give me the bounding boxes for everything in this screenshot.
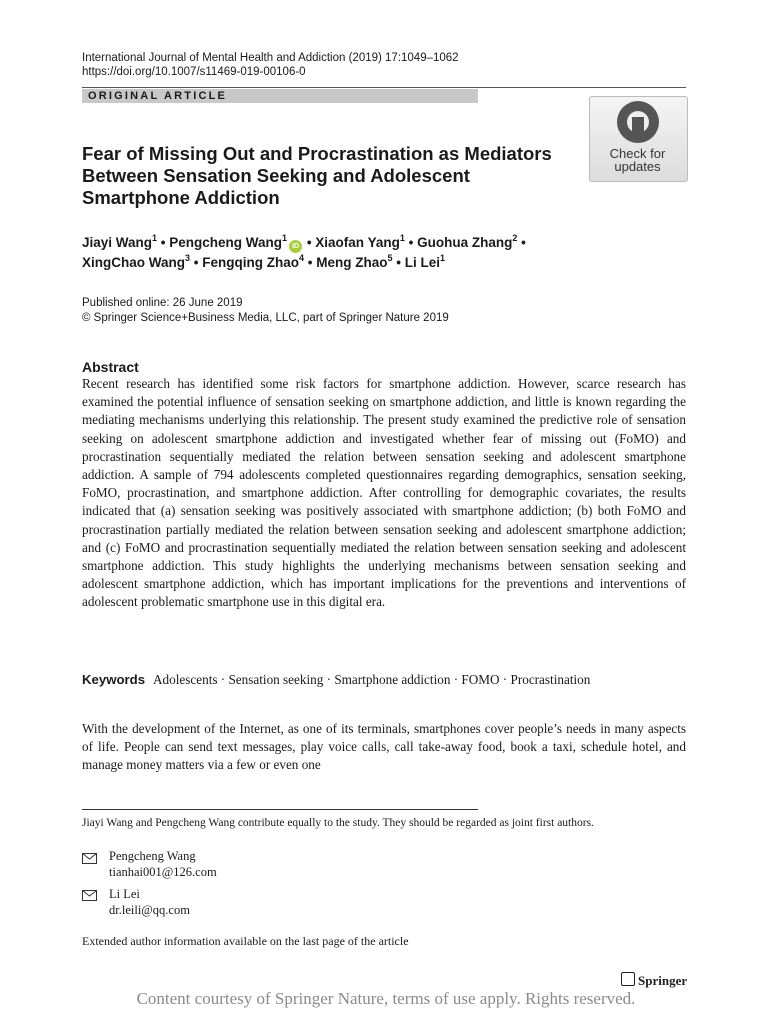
author-name[interactable]: Fengqing Zhao <box>202 255 299 270</box>
introduction-text: With the development of the Internet, as one of its terminals, smartphones cover people’s needs in many aspects of life. People can send text messages, play voice calls, call take-away food, book a taxi, schedule hotel, and manage money matters via a few or even one <box>82 721 686 773</box>
author-name[interactable]: Xiaofan Yang <box>315 235 400 250</box>
author-separator: • <box>304 255 317 270</box>
author-separator: • <box>517 235 526 250</box>
author-name[interactable]: Jiayi Wang <box>82 235 153 250</box>
author-name[interactable]: Li Lei <box>404 255 441 270</box>
keywords-label: Keywords <box>82 672 146 687</box>
author-affiliation: 4 <box>299 253 305 263</box>
courtesy-watermark: Content courtesy of Springer Nature, terms of use apply. Rights reserved. <box>136 989 636 1008</box>
check-for-updates-label <box>589 147 686 173</box>
author-separator: • <box>303 235 316 250</box>
author-affiliation: 1 <box>282 233 288 243</box>
envelope-icon <box>82 890 97 901</box>
author-name[interactable]: Meng Zhao <box>316 255 388 270</box>
author-separator: • <box>392 255 405 270</box>
header-rule <box>82 87 686 88</box>
author-affiliation: 1 <box>399 233 405 243</box>
author-affiliation: 3 <box>185 253 191 263</box>
author-affiliation: 1 <box>152 233 158 243</box>
author-name[interactable]: Pengcheng Wang <box>169 235 283 250</box>
journal-citation: International Journal of Mental Health and Addiction (2019) 17:1049–1062 <box>82 52 459 64</box>
author-separator: • <box>190 255 203 270</box>
bookmark-icon <box>632 117 644 137</box>
publisher-name: Springer <box>638 973 688 988</box>
published-date: Published online: 26 June 2019 <box>82 297 243 309</box>
keywords <box>82 671 686 688</box>
publisher-logo <box>621 972 687 989</box>
contact-email[interactable]: dr.leili@qq.com <box>109 903 190 917</box>
author-affiliation: 5 <box>387 253 393 263</box>
article-type: ORIGINAL ARTICLE <box>88 90 228 102</box>
abstract-heading: Abstract <box>82 359 139 375</box>
copyright-notice: © Springer Science+Business Media, LLC, part of Springer Nature 2019 <box>82 312 449 324</box>
extended-author-info: Extended author information available on the last page of the article <box>82 934 409 948</box>
author-list-line-2 <box>82 254 445 272</box>
author-affiliation: 1 <box>440 253 446 263</box>
author-name[interactable]: Guohua Zhang <box>417 235 513 250</box>
abstract-text: Recent research has identified some risk factors for smartphone addiction. However, scarce research has examined the potential influence of sensation seeking on smartphone addiction, and little is known regarding the mediating mechanisms underlying this relationship. The present study examined the predictive role of sensation seeking on adolescent smartphone addiction and investigated whether fear of missing out (FoMO) and procrastination sequentially mediated the relation between sensation seeking and adolescent smartphone addiction. A sample of 794 adolescents completed questionnaires regarding demographics, sensation seeking, FoMO, procrastination, and smartphone addiction. After controlling for demographic covariates, the results indicated that (a) sensation seeking was positively associated with smartphone addiction; (b) both FoMO and procrastination partially mediated the relation between sensation seeking and adolescent smartphone addiction; and (c) FoMO and procrastination sequentially mediated the relation between sensation seeking and adolescent smartphone addiction. This study highlights the underlying mechanisms between sensation seeking and adolescent smartphone addiction, which has important implications for the preventions and interventions of adolescent problematic smartphone use in this digital era. <box>82 376 686 610</box>
author-list-line-1 <box>82 234 526 253</box>
contact-name: Pengcheng Wang <box>109 849 196 863</box>
paper-title: Fear of Missing Out and Procrastination as Mediators Between Sensation Seeking and Adolescent Smartphone Addiction <box>82 143 552 208</box>
author-separator: • <box>404 235 418 250</box>
springer-horse-icon <box>621 972 635 986</box>
doi-link[interactable]: https://doi.org/10.1007/s11469-019-00106-0 <box>82 66 306 78</box>
author-separator: • <box>157 235 170 250</box>
check-for-updates-line2: updates <box>614 159 661 174</box>
envelope-icon <box>82 853 97 864</box>
footnote-rule <box>82 809 478 810</box>
contact-name: Li Lei <box>109 887 140 901</box>
check-for-updates-line1: Check for <box>609 146 666 161</box>
orcid-icon[interactable]: iD <box>289 240 302 253</box>
contact-email[interactable]: tianhai001@126.com <box>109 865 217 879</box>
footnote-joint-authors: Jiayi Wang and Pengcheng Wang contribute equally to the study. They should be regarded as joint first authors. <box>82 817 594 829</box>
keywords-list: Adolescents · Sensation seeking · Smartphone addiction · FOMO · Procrastination <box>153 672 591 687</box>
author-name[interactable]: XingChao Wang <box>82 255 185 270</box>
author-affiliation: 2 <box>512 233 518 243</box>
